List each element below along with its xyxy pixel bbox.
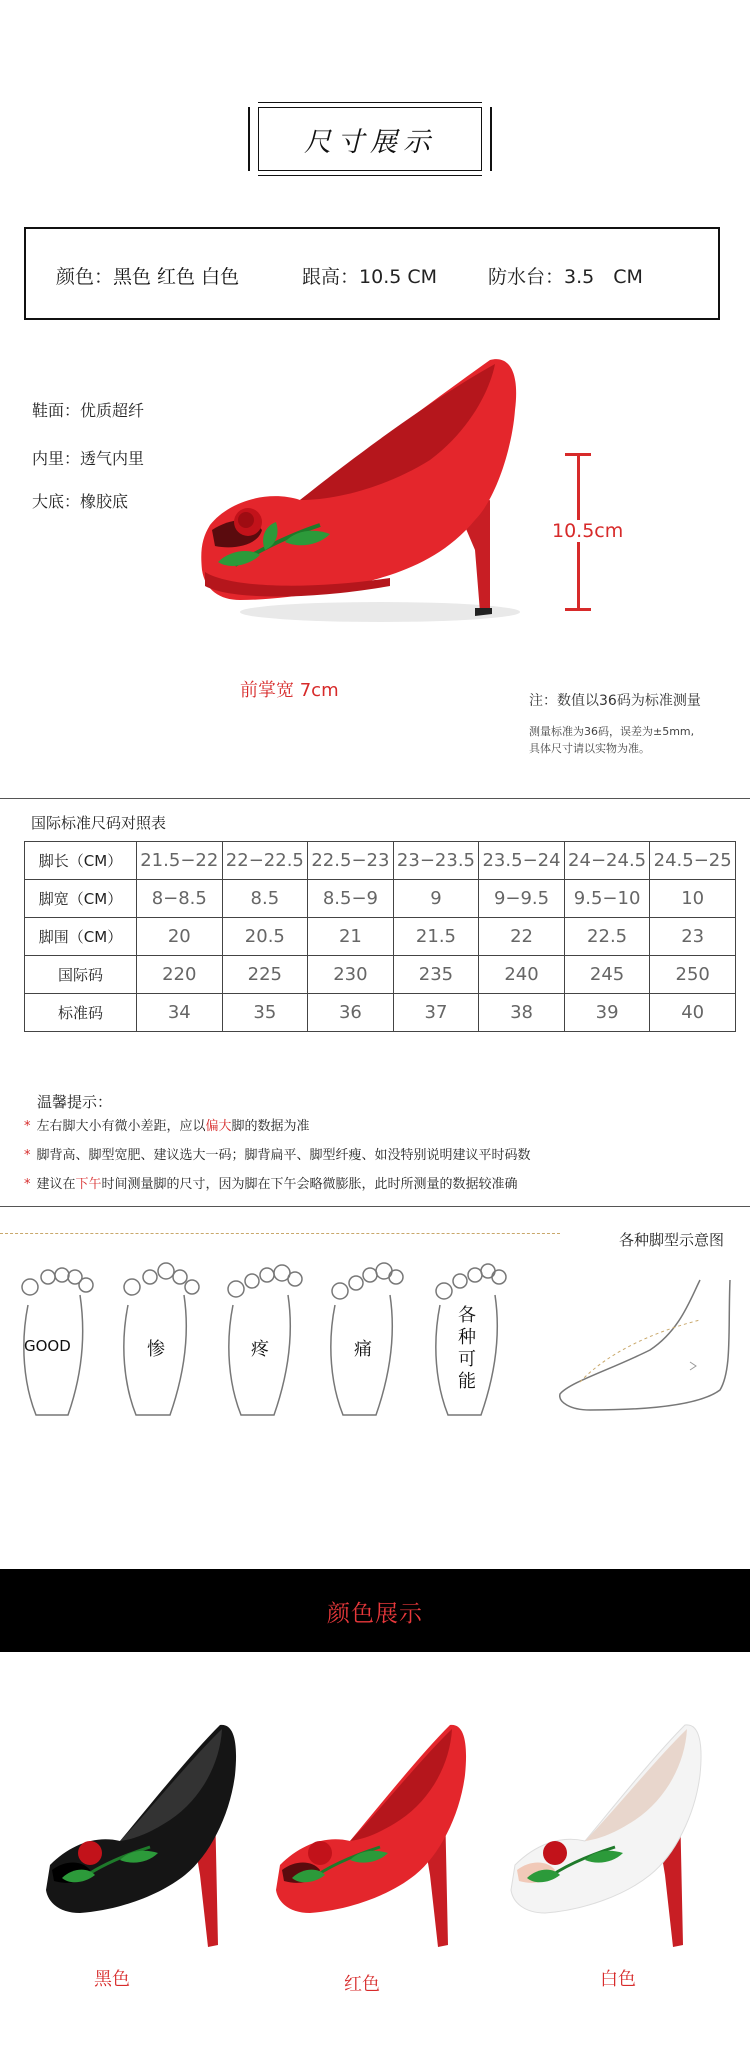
- table-cell: 37: [393, 994, 479, 1032]
- table-row: [25, 994, 736, 1032]
- table-cell: 230: [308, 956, 394, 994]
- foot-type-various: 各种可能: [458, 1305, 476, 1392]
- tip-3-highlight: 下午: [75, 1177, 102, 1192]
- material-lining-value: 透气内里: [80, 449, 145, 468]
- side-foot-illustration: [550, 1270, 740, 1420]
- tip-star: *: [24, 1119, 31, 1134]
- row-head-width: 脚宽（CM）: [25, 880, 137, 918]
- spec-heel-label: 跟高：: [302, 266, 360, 288]
- spec-color-value: 黑色 红色 白色: [113, 266, 240, 288]
- tip-star: *: [24, 1148, 31, 1163]
- material-upper-value: 优质超纤: [80, 401, 145, 420]
- divider-middle: [0, 1206, 750, 1207]
- table-cell: 20: [137, 918, 223, 956]
- table-cell: 22.5: [564, 918, 650, 956]
- table-cell: 21.5: [393, 918, 479, 956]
- tip-3-text-c: 时间测量脚的尺寸，因为脚在下午会略微膨胀，此时所测量的数据较准确: [101, 1177, 518, 1192]
- tip-1: [24, 1115, 310, 1134]
- table-cell: 23: [650, 918, 736, 956]
- tip-1-text-c: 脚的数据为准: [231, 1119, 310, 1134]
- tip-3: [24, 1173, 518, 1192]
- table-cell: 34: [137, 994, 223, 1032]
- tip-3-text-a: 建议在: [36, 1177, 76, 1192]
- measurement-subnote: [529, 723, 729, 757]
- color-label-white: 白色: [600, 1969, 636, 1990]
- section-title-inner: [258, 107, 482, 171]
- table-cell: 8.5: [222, 880, 308, 918]
- height-marker-top-cap: [565, 453, 591, 456]
- spec-platform-value: 3.5 CM: [564, 266, 643, 288]
- foot-type-painful: 疼: [251, 1339, 269, 1360]
- color-section-banner: [0, 1569, 750, 1652]
- table-cell: 250: [650, 956, 736, 994]
- section-title: 尺寸展示: [304, 127, 436, 158]
- spec-heel: [302, 262, 437, 289]
- table-cell: 38: [479, 994, 565, 1032]
- table-cell: 24.5−25: [650, 842, 736, 880]
- table-cell: 225: [222, 956, 308, 994]
- table-cell: 36: [308, 994, 394, 1032]
- tip-1-text-a: 左右脚大小有微小差距，应以: [36, 1119, 206, 1134]
- color-section-title: 颜色展示: [327, 1601, 423, 1627]
- material-sole: [32, 489, 128, 512]
- foot-type-good: GOOD: [24, 1337, 71, 1355]
- table-cell: 9.5−10: [564, 880, 650, 918]
- spec-box: [24, 227, 720, 320]
- table-row: [25, 842, 736, 880]
- table-cell: 9−9.5: [479, 880, 565, 918]
- table-cell: 20.5: [222, 918, 308, 956]
- tip-star: *: [24, 1177, 31, 1192]
- row-head-girth: 脚围（CM）: [25, 918, 137, 956]
- white-shoe-image: [505, 1715, 705, 1965]
- table-cell: 21: [308, 918, 394, 956]
- table-row: [25, 918, 736, 956]
- table-cell: 23.5−24: [479, 842, 565, 880]
- spec-platform-label: 防水台：: [488, 266, 565, 288]
- foot-type-bad: 惨: [147, 1339, 165, 1360]
- main-shoe-image: [190, 350, 550, 650]
- foot-types-title: 各种脚型示意图: [619, 1231, 725, 1249]
- color-label-red: 红色: [344, 1974, 380, 1995]
- measurement-note: 注：数值以36码为标准测量: [529, 693, 701, 709]
- table-cell: 22.5−23: [308, 842, 394, 880]
- height-marker-label: 10.5cm: [552, 520, 624, 542]
- row-head-length: 脚长（CM）: [25, 842, 137, 880]
- table-row: [25, 956, 736, 994]
- spec-heel-value: 10.5 CM: [359, 266, 438, 288]
- size-table-title: 国际标准尺码对照表: [31, 814, 167, 832]
- table-cell: 23−23.5: [393, 842, 479, 880]
- table-cell: 22: [479, 918, 565, 956]
- table-row: [25, 880, 736, 918]
- table-cell: 8.5−9: [308, 880, 394, 918]
- height-marker-bottom-cap: [565, 608, 591, 611]
- material-lining-label: 内里：: [32, 449, 81, 468]
- section-title-frame: [248, 107, 492, 171]
- table-cell: 22−22.5: [222, 842, 308, 880]
- row-head-intl-size: 国际码: [25, 956, 137, 994]
- red-shoe-image: [270, 1715, 470, 1965]
- divider-top: [0, 798, 750, 799]
- black-shoe-image: [40, 1715, 240, 1965]
- tip-2: [24, 1144, 531, 1163]
- table-cell: 8−8.5: [137, 880, 223, 918]
- color-label-black: 黑色: [94, 1969, 130, 1990]
- table-cell: 10: [650, 880, 736, 918]
- material-upper-label: 鞋面：: [32, 401, 81, 420]
- measurement-subnote-line1: 测量标准为36码，误差为±5mm,: [529, 725, 695, 738]
- tip-1-highlight: 偏大: [205, 1119, 232, 1134]
- material-lining: [32, 446, 144, 469]
- spec-color: [56, 262, 239, 289]
- tip-2-text: 脚背高、脚型宽肥、建议选大一码；脚背扁平、脚型纤瘦、如没特别说明建议平时码数: [36, 1148, 531, 1163]
- table-cell: 245: [564, 956, 650, 994]
- table-cell: 9: [393, 880, 479, 918]
- material-upper: [32, 398, 144, 421]
- material-sole-value: 橡胶底: [80, 492, 129, 511]
- row-head-std-size: 标准码: [25, 994, 137, 1032]
- forefoot-width-label: 前掌宽 7cm: [240, 680, 339, 701]
- table-cell: 235: [393, 956, 479, 994]
- table-cell: 240: [479, 956, 565, 994]
- table-cell: 21.5−22: [137, 842, 223, 880]
- material-sole-label: 大底：: [32, 492, 81, 511]
- table-cell: 40: [650, 994, 736, 1032]
- size-table: [24, 841, 736, 1032]
- foot-type-sore: 痛: [354, 1339, 372, 1360]
- measurement-subnote-line2: 具体尺寸请以实物为准。: [529, 742, 650, 755]
- table-cell: 220: [137, 956, 223, 994]
- tips-title: 温馨提示：: [37, 1093, 113, 1111]
- table-cell: 24−24.5: [564, 842, 650, 880]
- table-cell: 39: [564, 994, 650, 1032]
- spec-platform: [488, 262, 643, 289]
- table-cell: 35: [222, 994, 308, 1032]
- spec-color-label: 颜色：: [56, 266, 114, 288]
